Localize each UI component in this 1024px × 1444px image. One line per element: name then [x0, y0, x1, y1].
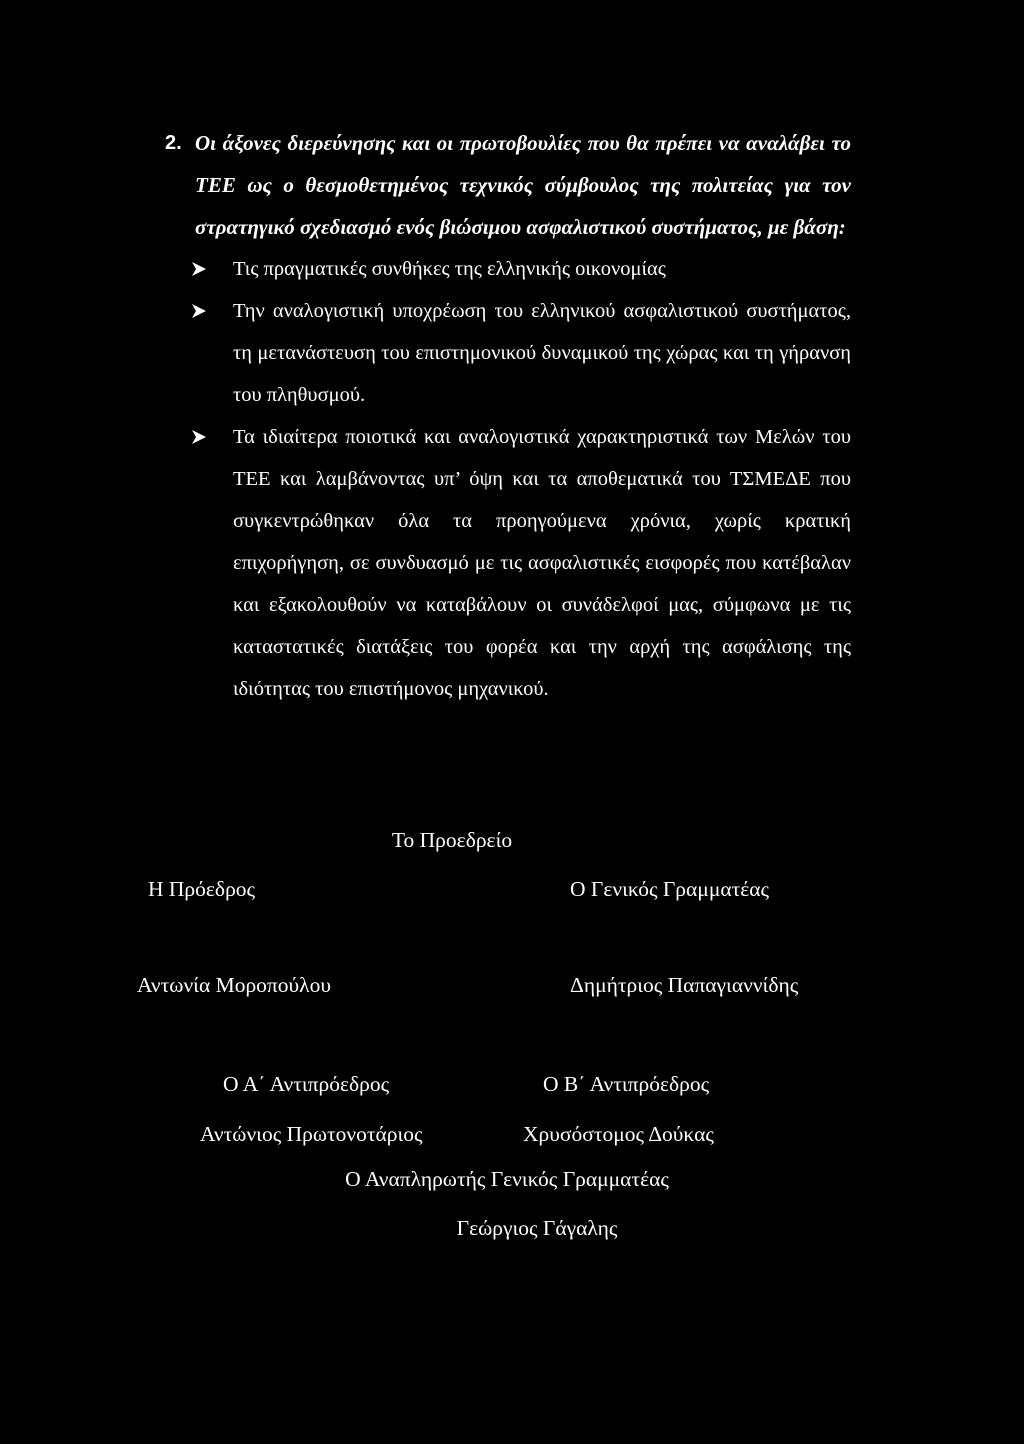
president-title: Η Πρόεδρος [148, 877, 256, 901]
vp-b-title: Ο Β΄ Αντιπρόεδρος [543, 1072, 710, 1096]
arrowhead-bullet-icon [191, 416, 213, 458]
vp-a-title: Ο Α΄ Αντιπρόεδρος [223, 1072, 390, 1096]
deputy-secretary-name: Γεώργιος Γάγαλης [456, 1216, 618, 1240]
vp-b-name: Χρυσόστομος Δούκας [523, 1122, 714, 1146]
section-heading: Οι άξονες διερεύνησης και οι πρωτοβουλίες που θα πρέπει να αναλάβει το ΤΕΕ ως ο θεσμοθετημένος τεχνικός σύμβουλος της πολιτείας για τον στρατηγικό σχεδιασμό ενός βιώσιμου ασφαλιστικού συστήματος, με βάση: [195, 131, 851, 239]
vp-a-name: Αντώνιος Πρωτονοτάριος [200, 1122, 423, 1146]
bullet-list [195, 248, 851, 710]
bullet-text: Τις πραγματικές συνθήκες της ελληνικής οικονομίας [233, 258, 666, 280]
secretary-title: Ο Γενικός Γραμματέας [570, 877, 770, 901]
president-name: Αντωνία Μοροπούλου [137, 973, 332, 997]
list-item [195, 248, 851, 290]
arrowhead-bullet-icon [191, 290, 213, 332]
arrowhead-bullet-icon [191, 248, 213, 290]
bullet-text: Τα ιδιαίτερα ποιοτικά και αναλογιστικά χαρακτηριστικά των Μελών του ΤΕΕ και λαμβάνοντας υπ’ όψη και τα αποθεματικά του ΤΣΜΕΔΕ που συγκεντρώθηκαν όλα τα προηγούμενα χρόνια, χωρίς κρατική επιχορήγηση, σε συνδυασμό με τις ασφαλιστικές εισφορές που κατέβαλαν και εξακολουθούν να καταβάλουν οι συνάδελφοί μας, σύμφωνα με τις καταστατικές διατάξεις του φορέα και την αρχή της ασφάλισης της ιδιότητας του επιστήμονος μηχανικού. [233, 426, 851, 700]
board-title: Το Προεδρείο [391, 828, 513, 852]
section-number: 2. [165, 132, 182, 154]
deputy-secretary-title: Ο Αναπληρωτής Γενικός Γραμματέας [345, 1167, 669, 1191]
bullet-text: Την αναλογιστική υποχρέωση του ελληνικού ασφαλιστικού συστήματος, τη μετανάστευση του επιστημονικού δυναμικού της χώρας και τη γήρανση του πληθυσμού. [233, 300, 851, 406]
list-item [195, 290, 851, 416]
section-2 [165, 122, 851, 710]
list-item [195, 416, 851, 710]
secretary-name: Δημήτριος Παπαγιαννίδης [570, 973, 799, 997]
